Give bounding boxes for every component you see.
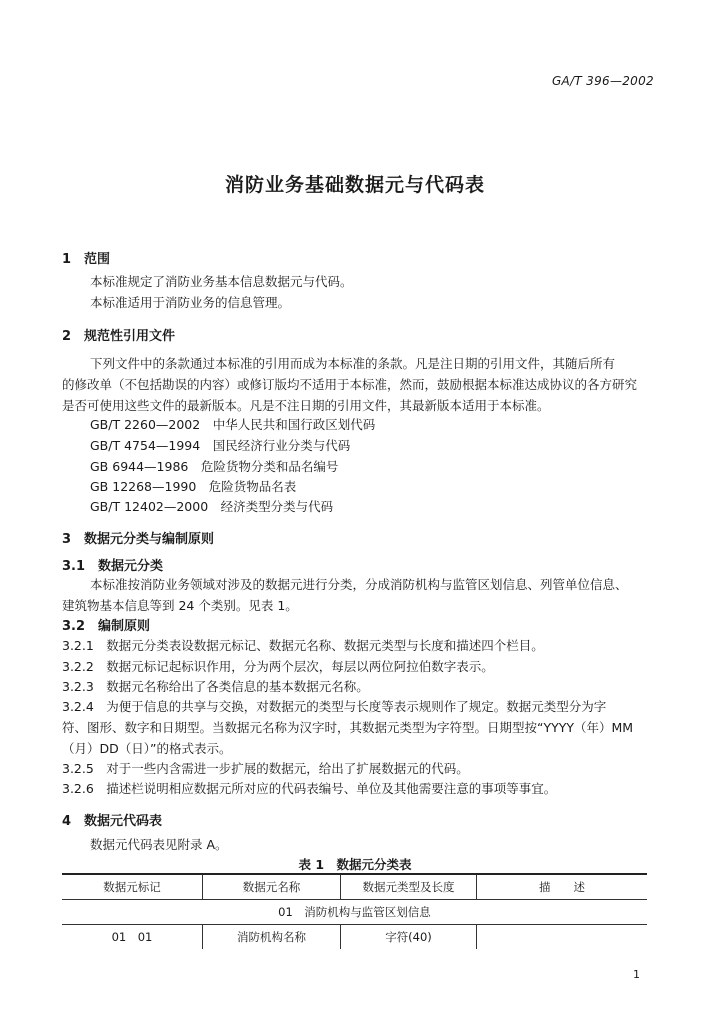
table-row — [62, 925, 647, 950]
column-header: 描 述 — [477, 874, 648, 900]
paragraph-line: 本标准按消防业务领域对涉及的数据元进行分类，分成消防机构与监管区划信息、列管单位信息、 — [90, 577, 628, 592]
section-3-2-heading: 3.2 编制原则 — [62, 619, 151, 634]
column-header: 数据元标记 — [62, 874, 203, 900]
clause-line: 3.2.3 数据元名称给出了各类信息的基本数据元名称。 — [62, 679, 369, 694]
paragraph-line: 数据元代码表见附录 A。 — [90, 837, 228, 852]
table-cell: 字符(40) — [341, 925, 477, 950]
section-4-heading: 4 数据元代码表 — [62, 814, 163, 829]
section-1-heading: 1 范围 — [62, 252, 111, 267]
paragraph-line: 是否可使用这些文件的最新版本。凡是不注日期的引用文件，其最新版本适用于本标准。 — [62, 398, 550, 413]
paragraph-line: 下列文件中的条款通过本标准的引用而成为本标准的条款。凡是注日期的引用文件，其随后所有 — [90, 356, 616, 371]
reference-item: GB 12268—1990 危险货物品名表 — [90, 479, 297, 494]
table-caption: 表 1 数据元分类表 — [298, 857, 412, 872]
paragraph-line: 本标准规定了消防业务基本信息数据元与代码。 — [90, 274, 353, 289]
clause-line: 符、图形、数字和日期型。当数据元名称为汉字时，其数据元类型为字符型。日期型按“YYYY（年）MM — [62, 720, 634, 735]
clause-line: 3.2.5 对于一些内含需进一步扩展的数据元，给出了扩展数据元的代码。 — [62, 761, 469, 776]
page-number: 1 — [633, 968, 640, 981]
group-row-label: 01 消防机构与监管区划信息 — [62, 900, 647, 925]
column-header: 数据元名称 — [203, 874, 341, 900]
table-cell — [477, 925, 648, 950]
paragraph-line: 的修改单（不包括勘误的内容）或修订版均不适用于本标准，然而，鼓励根据本标准达成协议的各方研究 — [62, 377, 638, 392]
section-3-heading: 3 数据元分类与编制原则 — [62, 532, 215, 547]
standard-code: GA/T 396—2002 — [551, 74, 654, 88]
clause-line: 3.2.2 数据元标记起标识作用，分为两个层次，每层以两位阿拉伯数字表示。 — [62, 659, 494, 674]
reference-item: GB/T 2260—2002 中华人民共和国行政区划代码 — [90, 417, 376, 432]
reference-item: GB 6944—1986 危险货物分类和品名编号 — [90, 459, 339, 474]
page-title: 消防业务基础数据元与代码表 — [224, 174, 485, 196]
data-element-table — [62, 873, 647, 949]
section-2-heading: 2 规范性引用文件 — [62, 329, 176, 344]
clause-line: （月）DD（日）”的格式表示。 — [62, 741, 232, 756]
paragraph-line: 本标准适用于消防业务的信息管理。 — [90, 295, 291, 310]
column-header: 数据元类型及长度 — [341, 874, 477, 900]
clause-line: 3.2.4 为便于信息的共享与交换，对数据元的类型与长度等表示规则作了规定。数据元类型分为字 — [62, 699, 607, 714]
clause-line: 3.2.1 数据元分类表设数据元标记、数据元名称、数据元类型与长度和描述四个栏目。 — [62, 638, 544, 653]
table-cell: 01 01 — [62, 925, 203, 950]
table-group-row — [62, 900, 647, 925]
reference-item: GB/T 12402—2000 经济类型分类与代码 — [90, 499, 334, 514]
clause-line: 3.2.6 描述栏说明相应数据元所对应的代码表编号、单位及其他需要注意的事项等事宜。 — [62, 781, 557, 796]
paragraph-line: 建筑物基本信息等到 24 个类别。见表 1。 — [62, 598, 298, 613]
table-header-row — [62, 874, 647, 900]
section-3-1-heading: 3.1 数据元分类 — [62, 559, 164, 574]
table-cell: 消防机构名称 — [203, 925, 341, 950]
reference-item: GB/T 4754—1994 国民经济行业分类与代码 — [90, 438, 351, 453]
